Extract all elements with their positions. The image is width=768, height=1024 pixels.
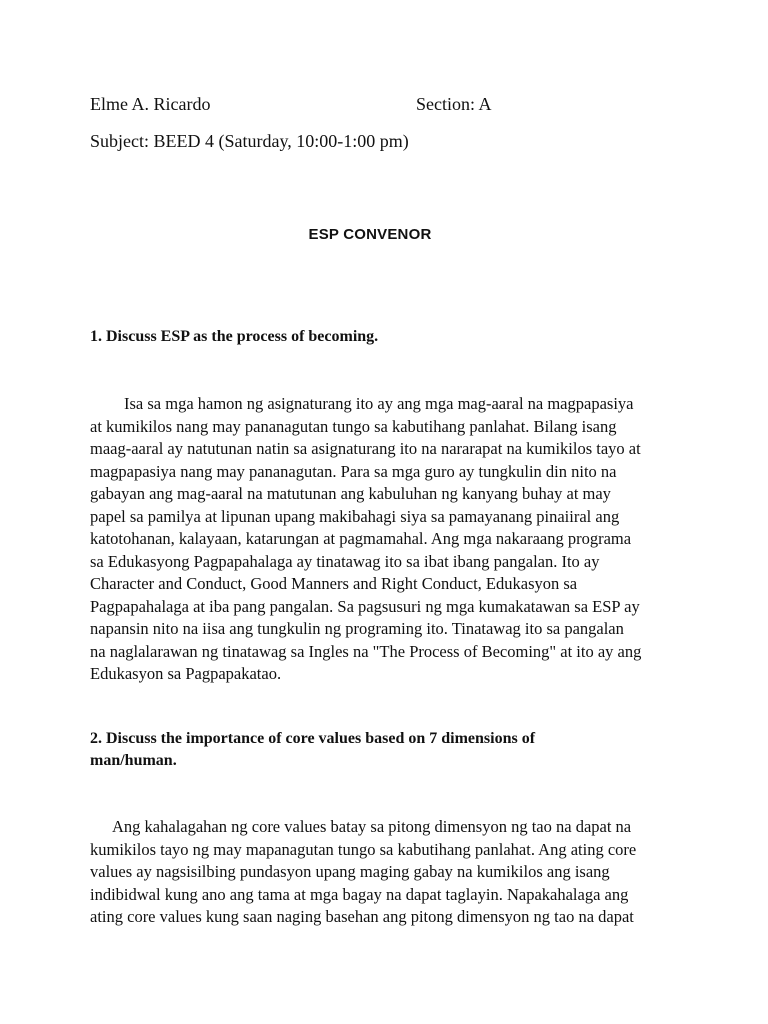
question-2-heading-line: 2. Discuss the importance of core values based on 7 dimensions of [90, 730, 536, 747]
paragraph-line: Pagpapahalaga at iba pang pangalan. Sa pagsusuri ng mga kumakatawan sa ESP ay [90, 596, 640, 616]
paragraph-line: Edukasyon sa Pagpapakatao. [90, 664, 282, 683]
paragraph-line: magpapasiya nang may pananagutan. Para sa mga guro ay tungkulin din nito na [90, 461, 617, 481]
question-2-heading [90, 728, 650, 772]
paragraph-line: papel sa pamilya at lipunan upang makibahagi siya sa pamayanang pinaiiral ang [90, 506, 620, 526]
paragraph-line: maag-aaral ay natutunan natin sa asignaturang ito na nararapat na kumikilos tayo at [90, 439, 641, 458]
document-title: ESP CONVENOR [308, 226, 432, 243]
paragraph-line: values ay nagsisilbing pundasyon upang maging gabay na kumikilos ang isang [90, 862, 610, 881]
question-1-heading: 1. Discuss ESP as the process of becoming. [90, 328, 379, 345]
question-2-heading-line: man/human. [90, 752, 177, 769]
answer-2-paragraph [90, 816, 680, 929]
paragraph-line: Character and Conduct, Good Manners and Right Conduct, Edukasyon sa [90, 574, 578, 593]
paragraph-line: katotohanan, kalayaan, katarungan at pagmamahal. Ang mga nakaraang programa [90, 529, 632, 548]
paragraph-line: indibidwal kung ano ang tama at mga bagay na dapat taglayin. Napakahalaga ang [90, 884, 629, 904]
section-label: Section: A [416, 94, 492, 114]
paragraph-line: napansin nito na iisa ang tungkulin ng programing ito. Tinatawag ito sa pangalan [90, 619, 624, 638]
paragraph-line: Ang kahalagahan ng core values batay sa pitong dimensyon ng tao na dapat na [112, 817, 632, 836]
paragraph-line: kumikilos tayo ng may mapanagutan tungo sa kabutihang panlahat. Ang ating core [90, 839, 637, 859]
paragraph-line: ating core values kung saan naging basehan ang pitong dimensyon ng tao na dapat [90, 907, 634, 926]
paragraph-line: at kumikilos nang may pananagutan tungo sa kabutihang panlahat. Bilang isang [90, 416, 617, 436]
answer-1-paragraph [90, 393, 680, 686]
paragraph-line: Isa sa mga hamon ng asignaturang ito ay ang mga mag-aaral na magpapasiya [124, 394, 634, 413]
paragraph-line: gabayan ang mag-aaral na matutunan ang kabuluhan ng kanyang buhay at may [90, 484, 611, 503]
paragraph-line: na naglalarawan ng tinatawag sa Ingles na "The Process of Becoming" at ito ay ang [90, 641, 642, 661]
subject-line: Subject: BEED 4 (Saturday, 10:00-1:00 pm) [90, 131, 409, 151]
student-name: Elme A. Ricardo [90, 94, 211, 114]
paragraph-line: sa Edukasyong Pagpapahalaga ay tinatawag ito sa ibat ibang pangalan. Ito ay [90, 551, 600, 571]
